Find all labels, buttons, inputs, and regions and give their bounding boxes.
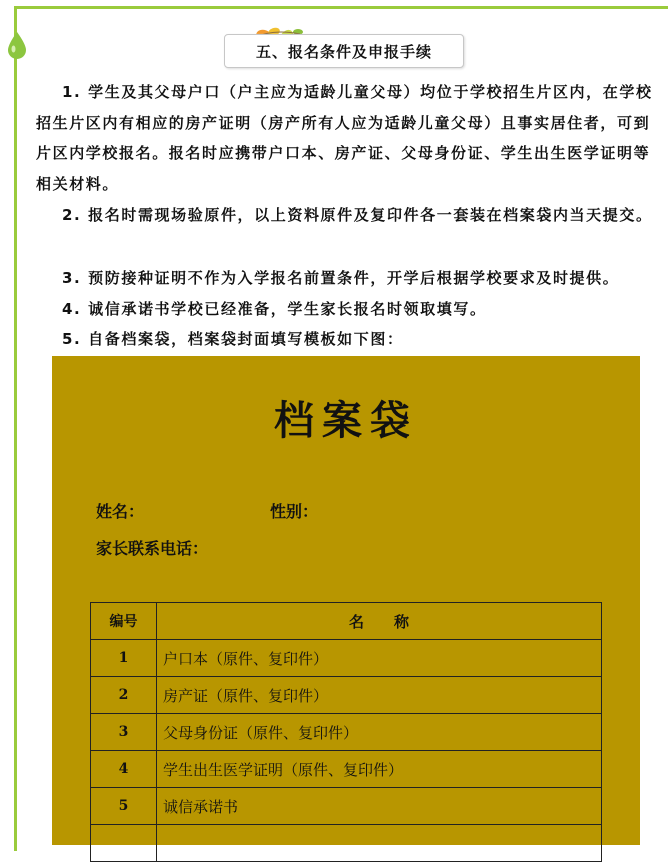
- bag-title: 档案袋: [274, 397, 418, 444]
- row-name: 房产证（原件、复印件）: [157, 677, 602, 714]
- paragraph-2: 2. 报名时需现场验原件，以上资料原件及复印件各一套装在档案袋内当天提交。: [62, 206, 653, 224]
- phone-label: 家长联系电话：: [96, 539, 209, 558]
- row-number: 3: [91, 714, 157, 751]
- frame-top-border: [14, 6, 668, 9]
- section-title-text: 五、报名条件及申报手续: [224, 34, 464, 68]
- table-row: [91, 825, 602, 862]
- gender-label: 性别：: [270, 502, 319, 521]
- paragraph-5: 5. 自备档案袋，档案袋封面填写模板如下图：: [62, 330, 404, 348]
- row-number: 5: [91, 788, 157, 825]
- paragraph-3: 3. 预防接种证明不作为入学报名前置条件，开学后根据学校要求及时提供。: [62, 269, 620, 287]
- table-row: [91, 677, 602, 714]
- name-label: 姓名：: [96, 502, 145, 521]
- table-row: [91, 640, 602, 677]
- table-row: [91, 751, 602, 788]
- table-row: [91, 714, 602, 751]
- row-number: 4: [91, 751, 157, 788]
- paragraph-4: 4. 诚信承诺书学校已经准备，学生家长报名时领取填写。: [62, 300, 487, 318]
- frame-left-border: [14, 6, 17, 851]
- row-name: 父母身份证（原件、复印件）: [157, 714, 602, 751]
- row-number: [91, 825, 157, 862]
- row-name: [157, 825, 602, 862]
- header-number: 编号: [91, 603, 157, 640]
- paragraph-1: 1. 学生及其父母户口（户主应为适龄儿童父母）均位于学校招生片区内，在学校招生片区内有相应的房产证明（房产所有人应为适龄儿童父母）且事实居住者，可到片区内学校报名。报名时应携带户口本、房产证、父母身份证、学生出生医学证明等相关材料。: [36, 83, 653, 193]
- archive-bag-template: [52, 356, 640, 845]
- row-name: 诚信承诺书: [157, 788, 602, 825]
- row-number: 1: [91, 640, 157, 677]
- materials-table: [90, 602, 602, 862]
- table-row: [91, 788, 602, 825]
- water-drop-icon: [5, 30, 29, 60]
- row-number: 2: [91, 677, 157, 714]
- section-title: [224, 34, 464, 68]
- table-header-row: [91, 603, 602, 640]
- header-name: 名 称: [157, 603, 602, 640]
- row-name: 学生出生医学证明（原件、复印件）: [157, 751, 602, 788]
- row-name: 户口本（原件、复印件）: [157, 640, 602, 677]
